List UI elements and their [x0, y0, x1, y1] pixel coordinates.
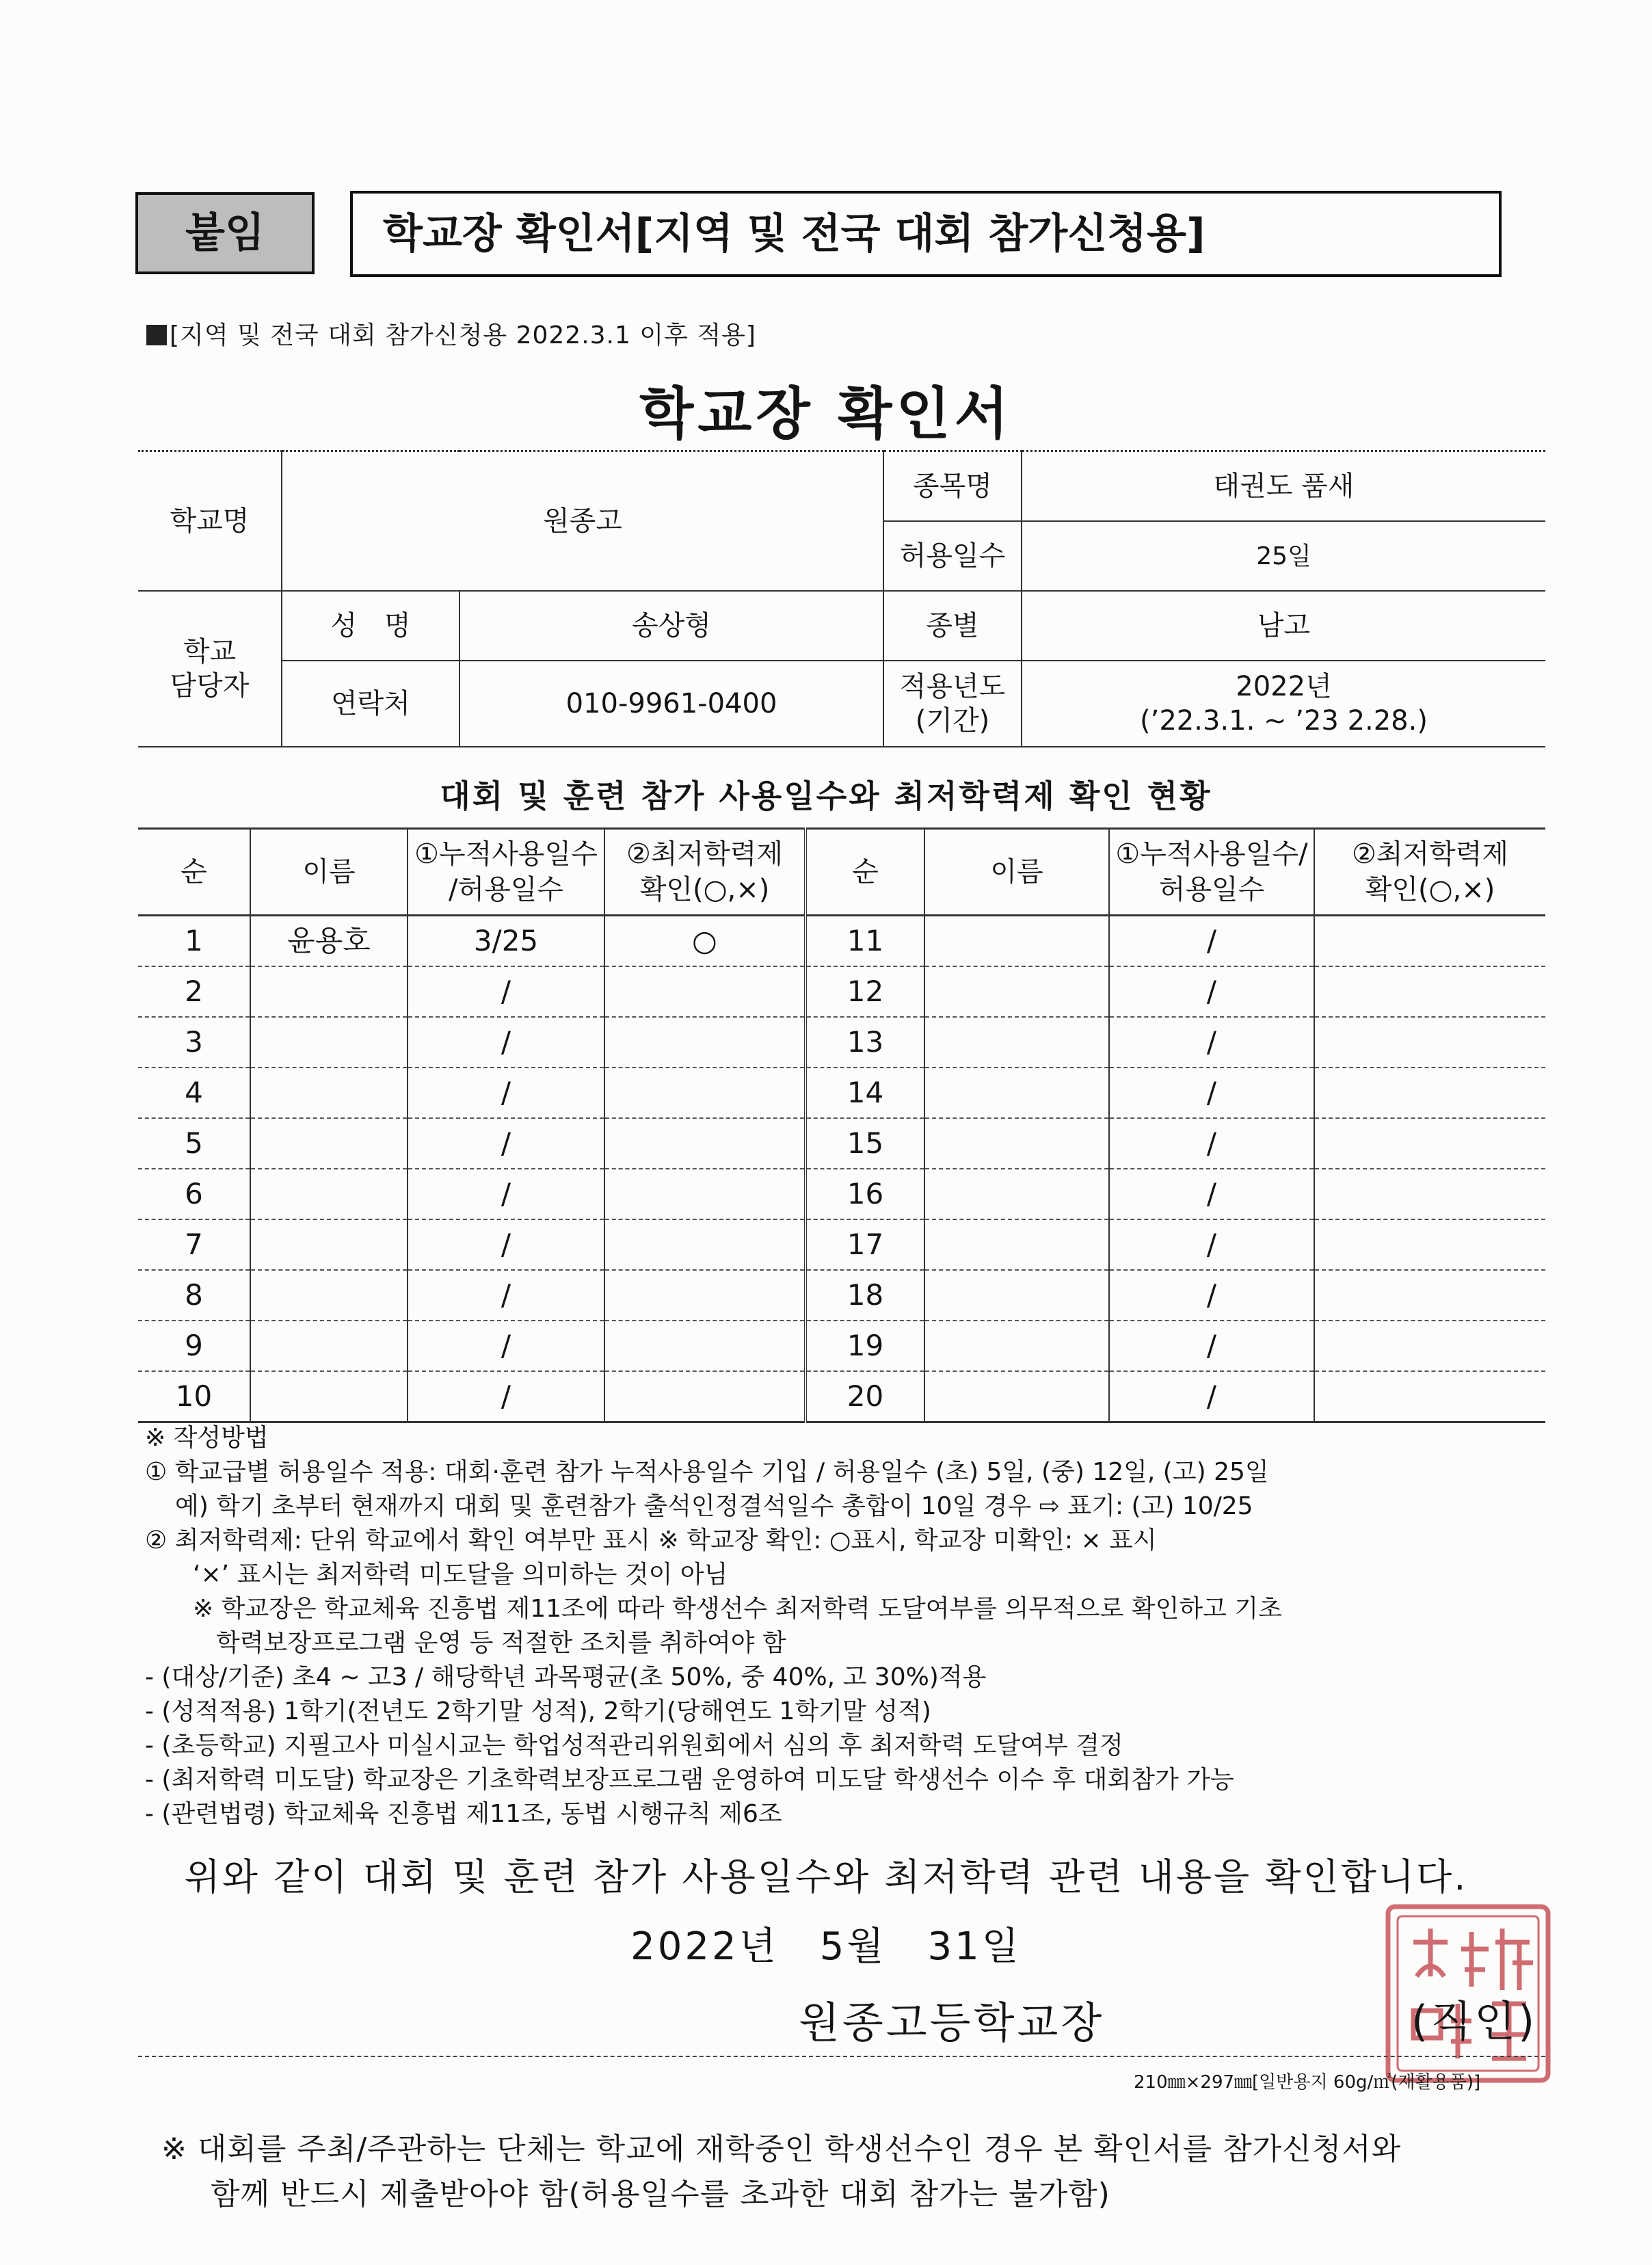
table-row [138, 916, 1545, 967]
cell-min-r [1314, 1321, 1545, 1371]
name-label: 성 명 [282, 591, 459, 661]
cell-name-r [924, 1321, 1109, 1371]
cell-no-l: 10 [138, 1371, 250, 1422]
cell-min-r [1314, 1118, 1545, 1169]
instruction-line: ② 최저학력제: 단위 학교에서 확인 여부만 표시 ※ 학교장 확인: ○표시, 학교장 미확인: × 표시 [145, 1526, 1157, 1554]
event-value: 태권도 품새 [1022, 451, 1545, 522]
table-row [138, 966, 1545, 1017]
cell-name-r [924, 966, 1109, 1017]
instruction-line: ※ 작성방법 [145, 1424, 269, 1452]
cell-days-r: / [1109, 1118, 1314, 1169]
instruction-line: ① 학교급별 허용일수 적용: 대회·훈련 참가 누적사용일수 기입 / 허용일수 (초) 5일, (중) 12일, (고) 25일 [145, 1458, 1269, 1486]
instruction-line: 학력보장프로그램 운영 등 적절한 조치를 취하여야 함 [216, 1629, 786, 1657]
period-value [1022, 661, 1545, 747]
cell-min-r [1314, 1219, 1545, 1270]
confirmation-statement: 위와 같이 대회 및 훈련 참가 사용일수와 최저학력 관련 내용을 확인합니다. [184, 1855, 1468, 1898]
instruction-line: 예) 학기 초부터 현재까지 대회 및 훈련참가 출석인정결석일수 총합이 10일 경우 ⇨ 표기: (고) 10/25 [175, 1492, 1253, 1520]
cell-name-l [250, 1321, 408, 1371]
period-value-range: (’22.3.1. ~ ’23 2.28.) [1140, 705, 1428, 737]
status-title: 대회 및 훈련 참가 사용일수와 최저학력제 확인 현황 [440, 778, 1212, 814]
instructions [145, 1421, 1554, 1831]
col-min-right [1314, 829, 1545, 916]
cell-days-l: / [408, 1169, 604, 1219]
manager-label-line2: 담당자 [170, 670, 250, 702]
table-row [138, 1068, 1545, 1118]
period-value-year: 2022년 [1236, 671, 1332, 702]
cell-days-r: / [1109, 1068, 1314, 1118]
col-name-right: 이름 [924, 829, 1109, 916]
category-value: 남고 [1022, 591, 1545, 661]
cell-name-r [924, 1270, 1109, 1321]
col-min-right-line1: ②최저학력제 [1351, 838, 1509, 870]
cell-no-r: 16 [805, 1169, 924, 1219]
cell-days-r: / [1109, 966, 1314, 1017]
contact-value: 010-9961-0400 [459, 661, 883, 747]
allowed-days-value: 25일 [1022, 521, 1545, 591]
cell-days-l: 3/25 [408, 916, 604, 967]
cell-days-l: / [408, 1321, 604, 1371]
date-year: 2022년 [630, 1924, 779, 1969]
cell-name-r [924, 1219, 1109, 1270]
cell-days-l: / [408, 1371, 604, 1422]
col-days-right-line2: 허용일수 [1158, 874, 1265, 905]
cell-min-l [604, 1068, 805, 1118]
cell-no-l: 1 [138, 916, 250, 967]
principal-name: 원종고등학교장 [799, 1998, 1105, 2048]
cell-min-l [604, 1270, 805, 1321]
name-value: 송상형 [459, 591, 883, 661]
cell-days-r: / [1109, 1371, 1314, 1422]
col-days-right-line1: ①누적사용일수/ [1115, 838, 1308, 870]
school-label: 학교명 [138, 451, 282, 592]
event-label: 종목명 [883, 451, 1022, 522]
paper-spec: 210㎜×297㎜[일반용지 60g/㎡(재활용품)] [1134, 2072, 1481, 2093]
cell-no-l: 9 [138, 1321, 250, 1371]
cell-min-r [1314, 1017, 1545, 1068]
cell-no-r: 12 [805, 966, 924, 1017]
instruction-line: - (최저학력 미도달) 학교장은 기초학력보장프로그램 운영하여 미도달 학생선수 이수 후 대회참가 가능 [145, 1766, 1234, 1794]
cell-name-l [250, 1169, 408, 1219]
col-min-right-line2: 확인(○,×) [1365, 874, 1495, 905]
table-row [138, 1118, 1545, 1169]
instruction-line: - (대상/기준) 초4 ~ 고3 / 해당학년 과목평균(초 50%, 중 40%, 고 30%)적용 [145, 1663, 987, 1691]
cell-no-l: 3 [138, 1017, 250, 1068]
instruction-line: - (초등학교) 지필고사 미실시교는 학업성적관리위원회에서 심의 후 최저학력 도달여부 결정 [145, 1732, 1123, 1760]
manager-label [138, 591, 282, 747]
footer-note-line: ※ 대회를 주최/주관하는 단체는 학교에 재학중인 학생선수인 경우 본 확인서를 참가신청서와 [161, 2132, 1402, 2167]
bottom-divider [138, 2056, 1545, 2057]
date-month: 5월 [819, 1924, 887, 1969]
col-min-line1: ②최저학력제 [626, 838, 784, 870]
cell-name-l [250, 1270, 408, 1321]
application-note [146, 316, 756, 351]
cell-days-r: / [1109, 1321, 1314, 1371]
cell-name-l [250, 1068, 408, 1118]
col-no: 순 [138, 829, 250, 916]
cell-days-l: / [408, 1017, 604, 1068]
cell-no-r: 14 [805, 1068, 924, 1118]
instruction-line: - (성적적용) 1학기(전년도 2학기말 성적), 2학기(당해연도 1학기말 성적) [145, 1697, 931, 1725]
cell-min-r [1314, 1270, 1545, 1321]
col-days-right [1109, 829, 1314, 916]
cell-min-l [604, 1219, 805, 1270]
cell-name-l [250, 966, 408, 1017]
cell-no-r: 11 [805, 916, 924, 967]
cell-name-l [250, 1219, 408, 1270]
cell-days-r: / [1109, 1219, 1314, 1270]
cell-no-l: 4 [138, 1068, 250, 1118]
cell-min-l [604, 966, 805, 1017]
cell-no-r: 20 [805, 1371, 924, 1422]
allowed-days-label: 허용일수 [883, 521, 1022, 591]
cell-days-r: / [1109, 1270, 1314, 1321]
cell-no-l: 6 [138, 1169, 250, 1219]
period-label-line1: 적용년도 [899, 671, 1006, 702]
cell-name-r [924, 916, 1109, 967]
status-table [138, 827, 1545, 1423]
instruction-line: ※ 학교장은 학교체육 진흥법 제11조에 따라 학생선수 최저학력 도달여부를 의무적으로 확인하고 기초 [193, 1595, 1282, 1623]
square-bullet-icon [146, 325, 167, 345]
cell-no-l: 8 [138, 1270, 250, 1321]
cell-no-l: 2 [138, 966, 250, 1017]
col-days-line1: ①누적사용일수 [414, 838, 598, 870]
footer-note [161, 2127, 1401, 2217]
school-value: 원종고 [282, 451, 883, 592]
cell-no-r: 15 [805, 1118, 924, 1169]
attachment-badge: 붙임 [135, 192, 315, 274]
cell-no-r: 17 [805, 1219, 924, 1270]
cell-no-r: 13 [805, 1017, 924, 1068]
cell-name-r [924, 1068, 1109, 1118]
cell-min-l: ○ [604, 916, 805, 967]
cell-min-r [1314, 966, 1545, 1017]
instruction-line: ‘×’ 표시는 최저학력 미도달을 의미하는 것이 아님 [193, 1561, 728, 1589]
document-title: 학교장 확인서 [639, 382, 1013, 447]
school-info-table [138, 450, 1545, 747]
cell-name-r [924, 1371, 1109, 1422]
cell-min-l [604, 1371, 805, 1422]
cell-no-r: 19 [805, 1321, 924, 1371]
category-label: 종별 [883, 591, 1022, 661]
cell-days-r: / [1109, 916, 1314, 967]
cell-name-r [924, 1169, 1109, 1219]
date-day: 31일 [927, 1924, 1022, 1969]
cell-no-r: 18 [805, 1270, 924, 1321]
cell-days-l: / [408, 1270, 604, 1321]
table-row [138, 1371, 1545, 1422]
seal-label: (직인) [1411, 1996, 1538, 2046]
col-min [604, 829, 805, 916]
table-row [138, 1270, 1545, 1321]
cell-min-r [1314, 1371, 1545, 1422]
cell-min-l [604, 1017, 805, 1068]
cell-no-l: 7 [138, 1219, 250, 1270]
col-days-line2: /허용일수 [448, 874, 564, 905]
cell-name-l [250, 1371, 408, 1422]
cell-days-l: / [408, 966, 604, 1017]
cell-days-l: / [408, 1118, 604, 1169]
cell-days-r: / [1109, 1169, 1314, 1219]
footer-note-line: 함께 반드시 제출받아야 함(허용일수를 초과한 대회 참가는 불가함) [211, 2177, 1110, 2212]
cell-min-l [604, 1118, 805, 1169]
cell-name-l [250, 1118, 408, 1169]
contact-label: 연락처 [282, 661, 459, 747]
cell-min-l [604, 1169, 805, 1219]
cell-min-l [604, 1321, 805, 1371]
cell-days-l: / [408, 1219, 604, 1270]
col-min-line2: 확인(○,×) [639, 874, 770, 905]
period-label [883, 661, 1022, 747]
table-row [138, 1219, 1545, 1270]
cell-days-r: / [1109, 1017, 1314, 1068]
manager-label-line1: 학교 [183, 636, 237, 667]
period-label-line2: (기간) [915, 705, 990, 737]
table-row [138, 1321, 1545, 1371]
cell-name-r [924, 1118, 1109, 1169]
instruction-line: - (관련법령) 학교체육 진흥법 제11조, 동법 시행규칙 제6조 [145, 1800, 782, 1828]
table-row [138, 1169, 1545, 1219]
col-name: 이름 [250, 829, 408, 916]
cell-name-l: 윤용호 [250, 916, 408, 967]
table-row [138, 1017, 1545, 1068]
cell-min-r [1314, 1169, 1545, 1219]
cell-name-l [250, 1017, 408, 1068]
cell-min-r [1314, 916, 1545, 967]
col-days [408, 829, 604, 916]
cell-name-r [924, 1017, 1109, 1068]
cell-no-l: 5 [138, 1118, 250, 1169]
header-title: 학교장 확인서[지역 및 전국 대회 참가신청용] [350, 191, 1502, 277]
col-no-right: 순 [805, 829, 924, 916]
cell-days-l: / [408, 1068, 604, 1118]
application-note-text: [지역 및 전국 대회 참가신청용 2022.3.1 이후 적용] [170, 321, 756, 349]
cell-min-r [1314, 1068, 1545, 1118]
